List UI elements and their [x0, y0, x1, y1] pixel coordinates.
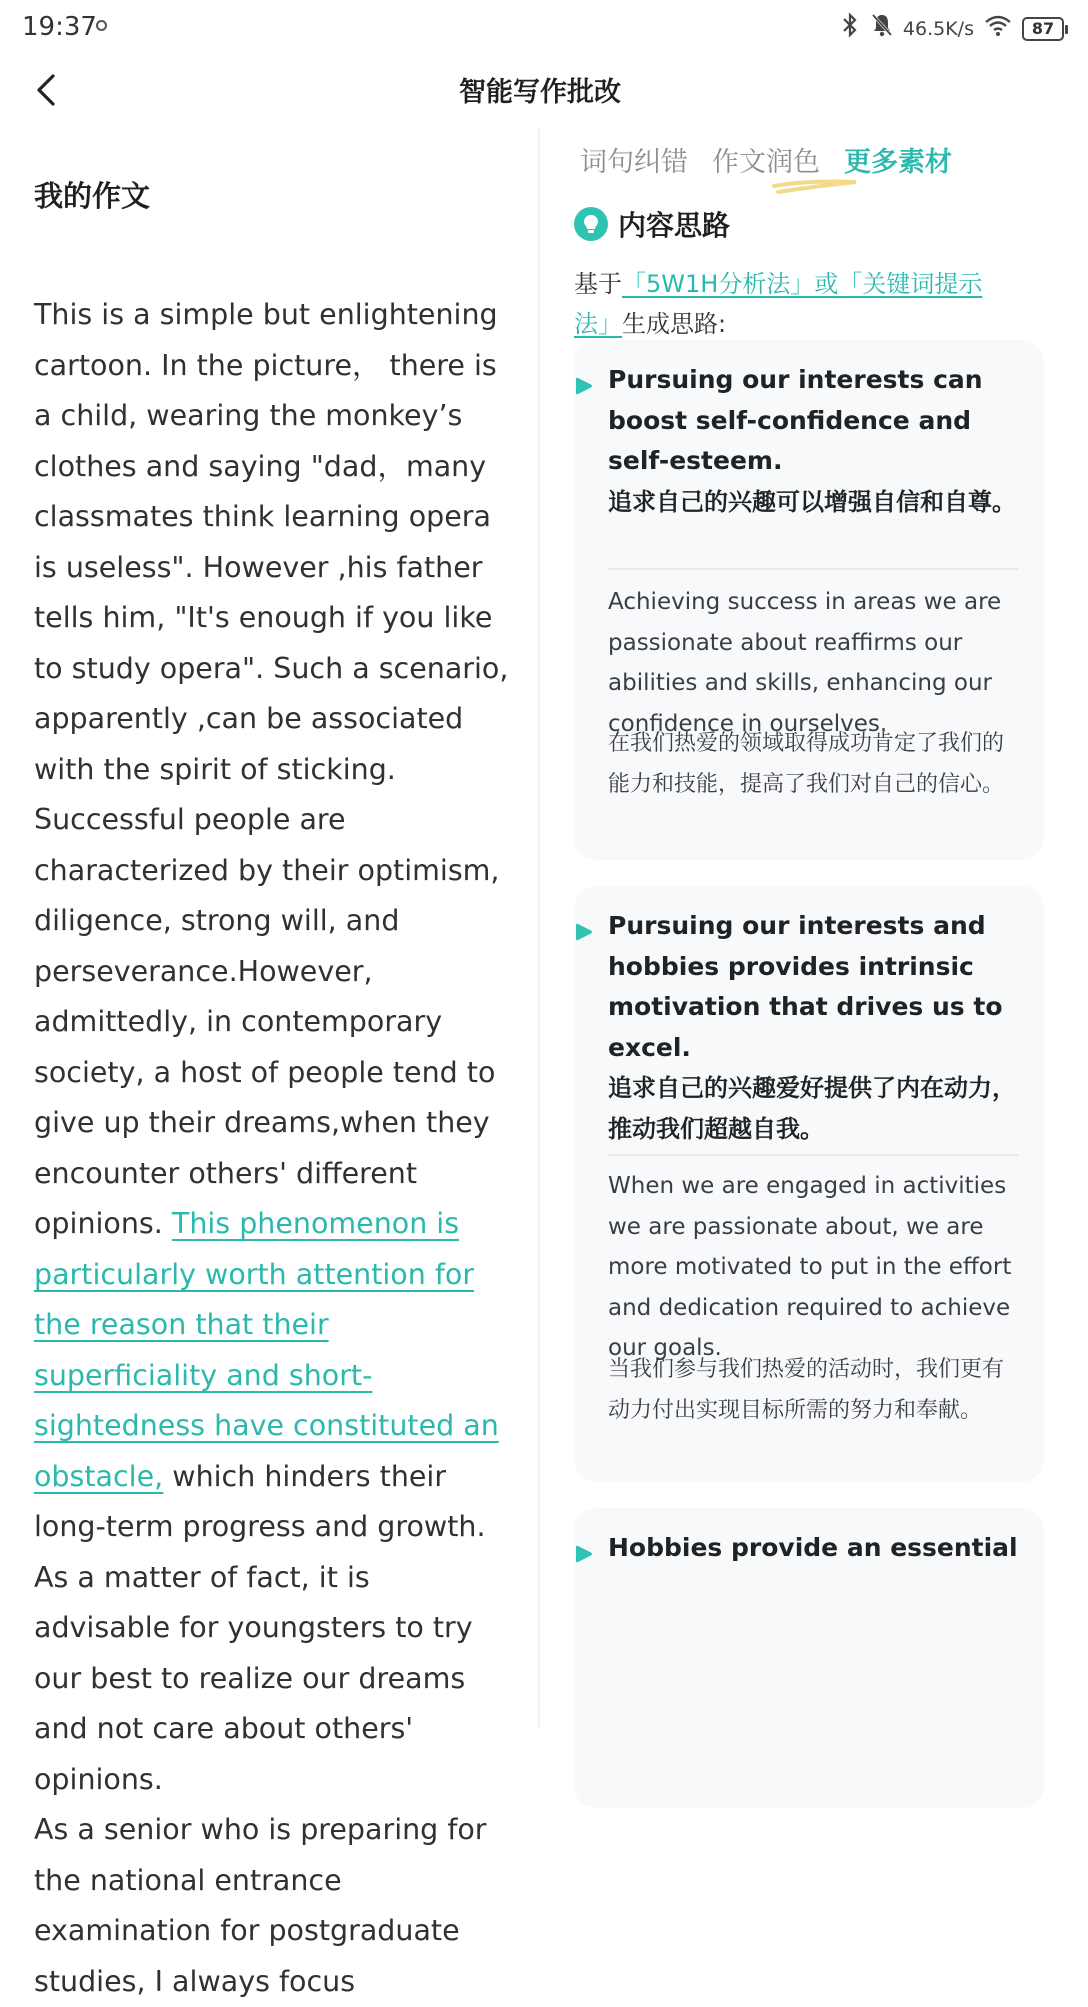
tab-sentence-correction[interactable]: 词句纠错 — [580, 147, 688, 178]
wifi-icon — [984, 13, 1012, 45]
lightbulb-icon — [574, 207, 608, 241]
idea-title-en: Hobbies provide an essential — [608, 1533, 1018, 1562]
idea-detail-zh: 在我们热爱的领域取得成功肯定了我们的能力和技能，提高了我们对自己的信心。 — [608, 731, 1005, 797]
notification-dot-icon — [96, 20, 107, 31]
network-speed: 46.5K/s — [902, 18, 974, 40]
tab-bar — [580, 140, 952, 179]
generation-basis — [574, 264, 994, 344]
idea-detail-en: When we are engaged in activities we are passionate about, we are more motivated to put in the effort and dedication required to achieve our goals. — [608, 1173, 1012, 1361]
app-header — [0, 56, 1080, 124]
page-title: 智能写作批改 — [459, 77, 621, 108]
play-bullet-icon — [574, 922, 594, 942]
essay-text-part-2: which hinders their long-term progress and growth. As a matter of fact, it is advisable for youngsters to try our best to realize our dreams and not care about others' opinions. As a senior who is preparing for the national entrance examination for postgraduate studies, I always focus — [34, 1459, 487, 1998]
essay-heading: 我的作文 — [34, 179, 151, 213]
idea-card — [574, 886, 1044, 1482]
play-bullet-icon — [574, 1544, 594, 1564]
card-divider — [608, 1154, 1018, 1156]
basis-suffix: 生成思路: — [622, 310, 727, 338]
essay-pane[interactable] — [34, 128, 514, 1998]
essay-text-part-1: This is a simple but enlightening cartoon. In the picture， there is a child, wearing the monkey’s clothes and saying "dad，many classmates think learning opera is useless". However ,his father tells him, "It's enough if you like to study opera". Such a scenario, apparently ,can be associated with the spirit of sticking. Successful people are characterized by their optimism, diligence, strong will, and perseverance.However, admittedly, in contemporary society, a host of people tend to give up their dreams,when they encounter others' different opinions. — [34, 298, 509, 1240]
bluetooth-icon — [839, 12, 861, 46]
status-icons — [839, 12, 1064, 46]
pane-divider — [538, 128, 540, 1728]
status-bar — [0, 0, 1080, 56]
analysis-method-link[interactable]: 「5W1H分析法」或「关键词提示法」 — [574, 270, 983, 338]
play-bullet-icon — [574, 376, 594, 396]
tab-more-materials[interactable]: 更多素材 — [844, 147, 952, 178]
status-time: 19:37 — [22, 12, 97, 42]
idea-title-zh: 追求自己的兴趣爱好提供了内在动力，推动我们超越自我。 — [608, 1074, 1016, 1143]
battery-icon: 87 — [1022, 17, 1064, 41]
active-tab-indicator — [568, 176, 1088, 196]
idea-title-en: Pursuing our interests and hobbies provides intrinsic motivation that drives us to excel. — [608, 911, 1003, 1062]
tab-essay-polish[interactable]: 作文润色 — [712, 147, 820, 178]
card-divider — [608, 568, 1018, 570]
idea-title-en: Pursuing our interests can boost self-confidence and self-esteem. — [608, 365, 983, 475]
idea-card — [574, 340, 1044, 860]
idea-detail-zh: 当我们参与我们热爱的活动时，我们更有动力付出实现目标所需的努力和奉献。 — [608, 1357, 1005, 1423]
essay-text — [34, 290, 514, 2007]
mute-icon — [871, 12, 893, 46]
essay-highlighted-sentence[interactable]: This phenomenon is particularly worth attention for the reason that their superficiality and short-sightedness have constituted an obstacle, — [34, 1207, 499, 1493]
idea-card — [574, 1508, 1044, 1808]
idea-title-zh: 追求自己的兴趣可以增强自信和自尊。 — [608, 488, 1016, 516]
section-header — [574, 204, 730, 244]
section-title: 内容思路 — [618, 209, 731, 242]
suggestions-pane[interactable] — [560, 128, 1080, 1728]
basis-prefix: 基于 — [574, 270, 622, 298]
idea-detail-en: Achieving success in areas we are passionate about reaffirms our abilities and skills, enhancing our confidence in ourselves. — [608, 589, 1002, 737]
